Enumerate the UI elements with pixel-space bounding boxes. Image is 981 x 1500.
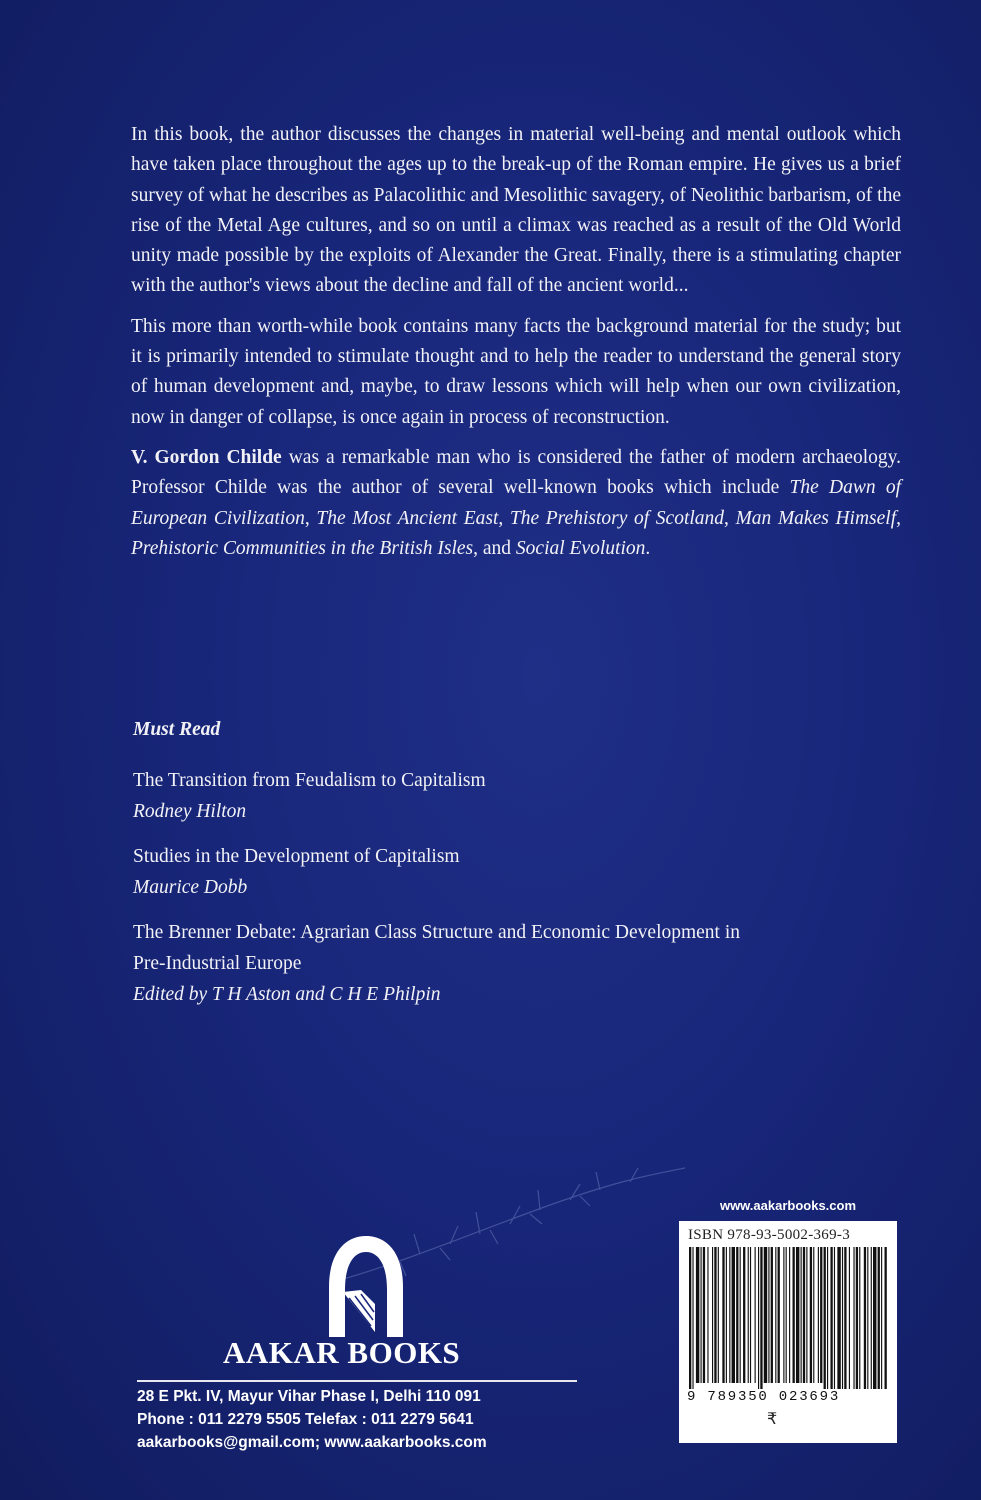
barcode-bar xyxy=(707,1247,708,1383)
barcode-bar xyxy=(844,1247,846,1389)
barcode-bar xyxy=(864,1247,866,1389)
publisher-phone: Phone : 011 2279 5505 Telefax : 011 2279 5641 xyxy=(137,1411,474,1428)
barcode-bar xyxy=(768,1247,769,1383)
must-read-item xyxy=(133,917,833,1010)
must-read-title: Studies in the Development of Capitalism xyxy=(133,846,460,867)
book-title: Man Makes Himself xyxy=(735,507,897,529)
must-read-author: Rodney Hilton xyxy=(133,801,247,822)
barcode-bar xyxy=(856,1247,858,1389)
barcode-bar xyxy=(692,1247,693,1389)
aakar-books-logo xyxy=(321,1232,411,1342)
website-url: www.aakarbooks.com xyxy=(719,1198,857,1213)
barcode-bar xyxy=(736,1247,738,1383)
must-read-item xyxy=(133,765,833,827)
barcode-bar xyxy=(818,1247,819,1383)
barcode-bar xyxy=(729,1247,730,1383)
barcode-bar xyxy=(750,1247,751,1383)
barcode-bar xyxy=(837,1247,840,1389)
barcode-bar xyxy=(859,1247,860,1389)
barcode-bar xyxy=(796,1247,799,1383)
barcode-bar xyxy=(718,1247,719,1383)
barcode-bar xyxy=(760,1247,762,1389)
author-bio-paragraph: V. Gordon Childe was a remarkable man who is considered the father of modern archaeology. Professor Childe was the author of several well-known books which include The Dawn of European Civilization, The Most Ancient East, The Prehistory of Scotland, Man Makes Himself, Prehistoric Communities in the British Isles, and Social Evolution. xyxy=(131,446,902,559)
barcode-bar xyxy=(775,1247,776,1383)
currency-symbol: ₹ xyxy=(767,1409,778,1428)
barcode-bar xyxy=(696,1247,699,1383)
barcode-bar xyxy=(740,1247,741,1383)
book-title: The Most Ancient East xyxy=(316,507,499,529)
barcode-bar xyxy=(755,1247,756,1383)
barcode-bar xyxy=(834,1247,835,1389)
divider xyxy=(137,1380,577,1382)
barcode-bar xyxy=(701,1247,702,1383)
barcode-bar xyxy=(786,1247,787,1383)
barcode-bar xyxy=(820,1247,822,1383)
author-name: V. Gordon Childe xyxy=(131,446,282,468)
barcode-bar xyxy=(771,1247,773,1383)
must-read-author: Maurice Dobb xyxy=(133,877,248,898)
author-bio-text: was a remarkable man who is considered the father of modern archaeology. Professor Childe was the author of several well-known books which include xyxy=(131,446,901,499)
barcode-bar xyxy=(726,1247,727,1383)
back-cover-blurb xyxy=(131,120,901,564)
barcode-bar xyxy=(714,1247,716,1383)
book-title: The Dawn of European Civilization xyxy=(131,477,901,529)
publisher-name: AAKAR BOOKS xyxy=(223,1335,461,1370)
barcode-bar xyxy=(689,1247,691,1389)
barcode-digits: 9 789350 023693 xyxy=(687,1389,841,1405)
barcode-bar xyxy=(867,1247,868,1389)
publisher-contact xyxy=(137,1385,487,1454)
barcode-bar xyxy=(778,1247,780,1383)
barcode-bar xyxy=(803,1247,805,1383)
barcode-bar xyxy=(827,1247,828,1389)
must-read-title: The Transition from Feudalism to Capitalism xyxy=(133,770,486,791)
must-read-author: Edited by T H Aston and C H E Philpin xyxy=(133,984,441,1005)
barcode-bar xyxy=(793,1247,795,1383)
barcode-bar xyxy=(806,1247,807,1383)
barcode-bar xyxy=(748,1247,749,1383)
must-read-item xyxy=(133,841,833,903)
barcode-bar xyxy=(722,1247,724,1383)
publisher-address: 28 E Pkt. IV, Mayur Vihar Phase I, Delhi 110 091 xyxy=(137,1388,481,1405)
barcode-bar xyxy=(885,1247,887,1389)
barcode-bar xyxy=(842,1247,843,1389)
book-title: The Prehistory of Scotland xyxy=(509,507,725,529)
barcode-bar xyxy=(743,1247,745,1383)
barcode-bar xyxy=(712,1247,713,1383)
book-title: Prehistoric Communities in the British Isles xyxy=(131,537,474,559)
barcode-bar xyxy=(703,1247,705,1383)
barcode-bar xyxy=(871,1247,872,1389)
barcode-bar xyxy=(789,1247,790,1383)
book-title: Social Evolution xyxy=(515,537,646,559)
barcode-bar xyxy=(830,1247,832,1389)
must-read-section xyxy=(133,714,833,1024)
barcode-bar xyxy=(732,1247,735,1383)
barcode-bar xyxy=(824,1247,826,1389)
barcode-bar xyxy=(873,1247,876,1389)
isbn-text: ISBN 978-93-5002-369-3 xyxy=(688,1227,851,1243)
barcode-area xyxy=(679,1198,897,1443)
blurb-paragraph-1: In this book, the author discusses the changes in material well-being and mental outlook which have taken place throughout the ages up to the break-up of the Roman empire. He gives us a brief survey of what he describes as Palacolithic and Mesolithic savagery, of Neolithic barbarism, of the rise of the Metal Age cultures, and so on until a climax was reached as a result of the Old World unity made possible by the exploits of Alexander the Great. Finally, there is a stimulating chapter with the author's views about the decline and fall of the ancient world... xyxy=(131,124,901,297)
blurb-paragraph-2: This more than worth-while book contains many facts the background material for the study; but it is primarily intended to stimulate thought and to help the reader to understand the general story of human development and, maybe, to draw lessons which will help when our own civilization, now in danger of collapse, is once again in process of reconstruction. xyxy=(131,315,901,428)
barcode-bar xyxy=(801,1247,802,1383)
barcode-bar xyxy=(813,1247,814,1383)
barcode-bar xyxy=(849,1247,850,1389)
barcode-bar xyxy=(853,1247,854,1389)
must-read-title: The Brenner Debate: Agrarian Class Structure and Economic Development in Pre-Industrial Europe xyxy=(133,922,741,974)
barcode-image xyxy=(687,1247,889,1389)
barcode-bar xyxy=(810,1247,812,1383)
barcode-bar xyxy=(783,1247,784,1383)
publisher-email-web: aakarbooks@gmail.com; www.aakarbooks.com xyxy=(137,1434,487,1451)
barcode-bar xyxy=(764,1247,767,1383)
barcode-label xyxy=(679,1221,897,1443)
barcode-bar xyxy=(758,1247,759,1389)
must-read-heading: Must Read xyxy=(133,719,221,740)
barcode-bar xyxy=(878,1247,880,1389)
barcode-bar xyxy=(881,1247,882,1389)
